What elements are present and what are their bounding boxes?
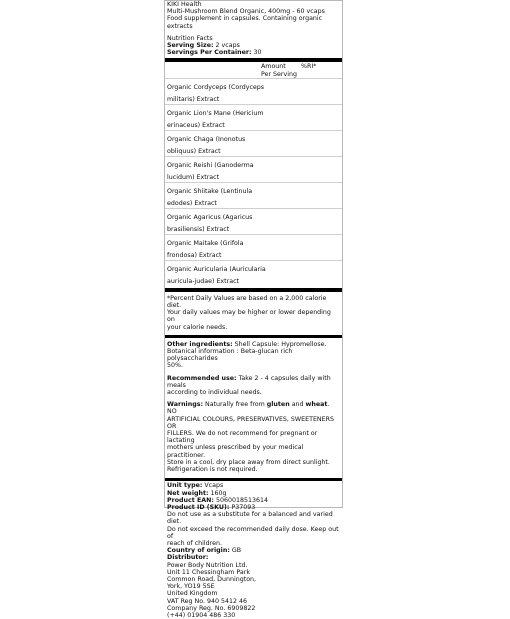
ingredient-row xyxy=(165,78,342,104)
warnings-text: Naturally free from xyxy=(202,401,267,409)
product-line: Multi-Mushroom Blend Organic, 400mg - 60 vcaps xyxy=(167,8,325,16)
country-of-origin xyxy=(167,547,340,554)
ingredient-name-cont: erinaceus) Extract xyxy=(167,121,225,129)
ingredient-row xyxy=(165,130,342,156)
ingredient-name: Organic Lion's Mane (Hericium xyxy=(167,109,264,117)
product-ean-label: Product EAN: xyxy=(167,496,214,504)
amount-per-serving-header: Amount Per Serving xyxy=(261,63,297,78)
unit-type xyxy=(167,481,340,489)
ingredient-name-cont: edodes) Extract xyxy=(167,199,217,207)
ingredient-name-cont: obliquus) Extract xyxy=(167,147,221,155)
ingredient-name: Organic Maitake (Grifola xyxy=(167,239,244,247)
usage-advice: Do not use as a substitute for a balanced and varied diet. Do not exceed the recommended daily dose. Keep out of reach of children. xyxy=(167,511,339,547)
warnings-label: Warnings: xyxy=(167,401,203,409)
product-ean-value: 5060018513614 xyxy=(213,496,269,504)
allergen-wheat: wheat xyxy=(305,401,328,409)
net-weight xyxy=(167,490,340,497)
ingredient-row xyxy=(165,104,342,130)
country-of-origin-value: GB xyxy=(229,547,242,555)
ingredient-name-cont: lucidum) Extract xyxy=(167,173,220,181)
allergen-gluten: gluten xyxy=(266,401,290,409)
other-ingredients xyxy=(167,338,340,370)
daily-value-footnote: *Percent Daily Values are based on a 2,000 calorie diet. Your daily values may be higher or lower depending on your calorie needs. xyxy=(167,294,331,331)
ingredient-name: Organic Shiitake (Lentinula xyxy=(167,187,253,195)
distributor-address: Power Body Nutrition Ltd. Unit 11 Chessingham Park Common Road, Dunnington, York, YO19 5SE United Kingdom VAT Reg No. 940 5412 46 Company Reg. No. 6909822 (+44) 01904 486 330 xyxy=(167,561,257,619)
ingredient-name-cont: frondosa) Extract xyxy=(167,251,222,259)
warnings-text: . NO ARTIFICIAL COLOURS, PRESERVATIVES, SWEETENERS OR FILLERS. We do not recommend for pregnant or lactating mothers unless prescribed by your medical practitioner. Store in a cool, dry place away from direct sunlight. Refrigeration is not required. xyxy=(167,401,334,474)
ingredient-name-cont: auricula-judae) Extract xyxy=(167,277,240,285)
nutrition-facts-title: Nutrition Facts xyxy=(167,34,213,42)
recommended-use-label: Recommended use: xyxy=(167,374,237,382)
warnings xyxy=(167,401,340,473)
other-ingredients-label: Other ingredients: xyxy=(167,340,233,348)
supplement-label xyxy=(164,0,343,619)
servings-value: 30 xyxy=(251,49,262,57)
ingredient-name: Organic Cordyceps (Cordyceps xyxy=(167,83,265,91)
product-description: Food supplement in capsules. Containing organic extracts xyxy=(167,15,325,30)
serving-size-label: Serving Size: xyxy=(167,42,214,50)
ingredient-name-cont: militaris) Extract xyxy=(167,95,220,103)
product-sku-value: P37093 xyxy=(229,503,256,511)
other-ingredients-text: Shell Capsule: Hypromellose. Botanical information : Beta-glucan rich polysaccharides 50%. xyxy=(167,340,327,370)
ingredient-row xyxy=(165,208,342,234)
facts-column-headers xyxy=(167,62,340,77)
ingredient-row xyxy=(165,182,342,208)
product-sku xyxy=(167,504,340,511)
ingredient-row xyxy=(165,260,342,286)
ingredient-name: Organic Reishi (Ganoderma xyxy=(167,161,254,169)
country-of-origin-label: Country of origin: xyxy=(167,547,230,555)
unit-type-label: Unit type: xyxy=(167,482,203,490)
product-ean xyxy=(167,497,340,504)
recommended-use xyxy=(167,375,340,397)
net-weight-value: 160g xyxy=(208,489,227,497)
ingredient-row xyxy=(165,156,342,182)
recommended-use-text: Take 2 - 4 capsules daily with meals according to individual needs. xyxy=(167,374,331,397)
servings-per-container xyxy=(167,49,340,56)
serving-size-value: 2 vcaps xyxy=(213,42,240,50)
net-weight-label: Net weight: xyxy=(167,489,209,497)
warnings-text: and xyxy=(289,401,306,409)
ingredient-name: Organic Agaricus (Agaricus xyxy=(167,213,253,221)
ingredient-name: Organic Auricularia (Auricularia xyxy=(167,265,266,273)
brand-name: KIKI Health xyxy=(167,1,202,8)
distributor-label: Distributor: xyxy=(167,554,209,562)
ingredient-list xyxy=(167,78,340,286)
product-sku-label: Product ID (SKU): xyxy=(167,503,230,511)
ri-header: %RI* xyxy=(301,63,317,71)
ingredient-name-cont: brasiliensis) Extract xyxy=(167,225,230,233)
serving-size xyxy=(167,42,340,49)
ingredient-name: Organic Chaga (Inonotus xyxy=(167,135,246,143)
servings-label: Servings Per Container: xyxy=(167,49,252,57)
ingredient-row xyxy=(165,234,342,260)
unit-type-value: Vcaps xyxy=(202,482,224,490)
